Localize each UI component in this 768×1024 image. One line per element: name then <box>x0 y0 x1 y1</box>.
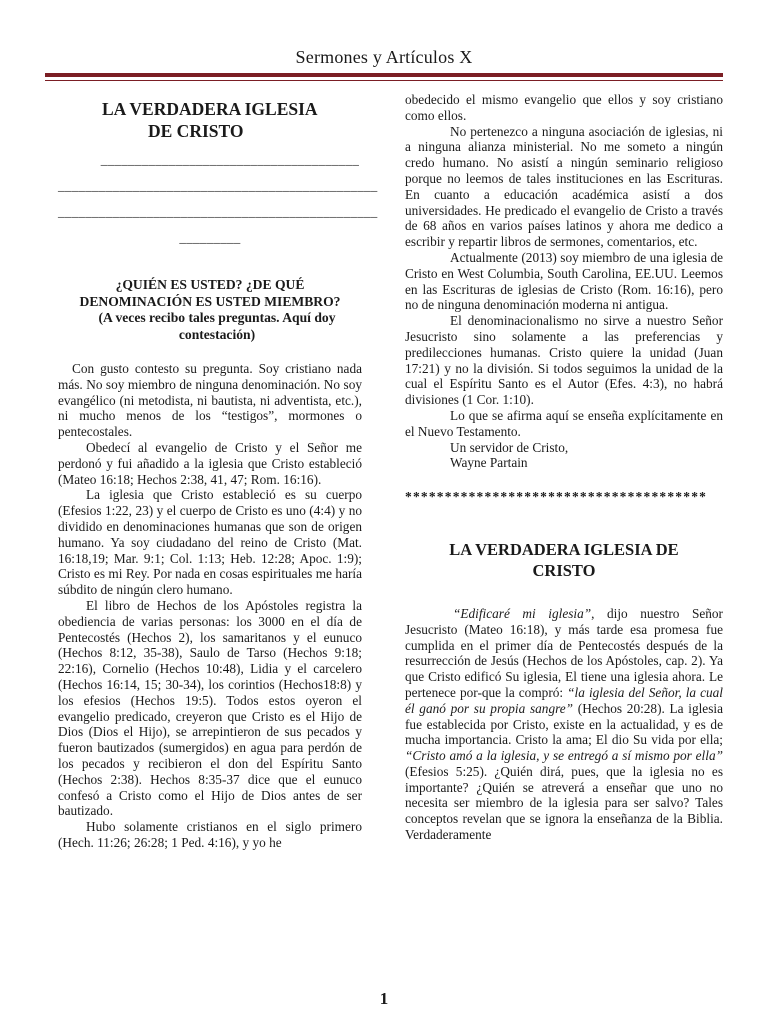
paragraph <box>405 606 723 843</box>
header-rule-thin <box>45 80 723 81</box>
signature-name: Wayne Partain <box>450 455 528 471</box>
running-header-title: Sermones y Artículos X <box>295 47 473 67</box>
scripture-quote: “la iglesia del Señor, la cual él ganó por su propia sangre” <box>405 684 723 716</box>
dash-line: _______________________________________________ <box>58 178 378 193</box>
paragraph: El denominacionalismo no sirve a nuestro Señor Jesucristo sino solamente a las preferencias y predilecciones humanas. Cristo quiere la unidad (Juan 17:21) y no la división. Si todos seguimos la unidad de la cual el Espíritu Santo es el Autor (Efes. 4:3), no habrá divisiones (1 Cor. 1:10). <box>405 313 723 408</box>
question-subheading-line2: contestación) <box>178 326 256 342</box>
paragraph: Obedecí al evangelio de Cristo y el Señor me perdonó y fui añadido a la iglesia que Cristo estableció (Mateo 16:18; Hechos 2:38, 41, 47; Rom. 16:16). <box>58 439 362 487</box>
right-column <box>405 92 723 843</box>
dash-separator <box>58 147 378 251</box>
paragraph: Actualmente (2013) soy miembro de una iglesia de Cristo en West Columbia, South Carolina, EE.UU. Leemos en las Escrituras de iglesias de Cristo (Rom. 16:16), pero no de ninguna denominación moderna ni antigua. <box>405 249 723 313</box>
scripture-quote: “Cristo amó a la iglesia, y se entregó a sí mismo por ella” <box>405 748 723 764</box>
paragraph: Lo que se afirma aquí se enseña explícitamente en el Nuevo Testamento. <box>405 407 723 439</box>
paragraph: La iglesia que Cristo estableció es su cuerpo (Efesios 1:22, 23) y el cuerpo de Cristo es uno (4:4) y no dividido en denominaciones humanas que son de origen humano. Ya soy ciudadano del reino de Cristo (Mat. 16:18,19; Mar. 9:1; Col. 1:13; Heb. 12:28; Apoc. 1:9); Cristo es mi Rey. Por nada en cosas espirituales me haría súbdito de ningún clero humano. <box>58 487 362 598</box>
paragraph: El libro de Hechos de los Apóstoles registra la obediencia de varias personas: los 3000 en el día de Pentecostés (Hechos 2), los samaritanos y el eunuco (Hechos 8:12, 35-38), Saulo de Tarso (Hechos 9:18; 22:16), Cornelio (Hechos 10:48), Lidia y el carcelero (Hechos 16:14, 15; 30-34), los corintios (Hechos18:8) y los efesios (Hechos 19:5). Todos estos oyeron el evangelio predicado, creyeron que Cristo es el Hijo de Dios (Dios el Hijo), se arrepintieron de sus pecados y fueron bautizados (sumergidos) en agua para perdón de los pecados y recibieron el don del Espíritu Santo (Hechos 2:38). Hechos 8:35-37 dice que el eunuco confesó a Cristo como el Hijo de Dios antes de ser bautizado. <box>58 597 362 819</box>
dash-line: _________ <box>179 230 241 245</box>
section-title <box>405 539 723 581</box>
paragraph: obedecido el mismo evangelio que ellos y soy cristiano como ellos. <box>405 92 723 123</box>
question-subheading <box>58 310 362 343</box>
paragraph: Hubo solamente cristianos en el siglo primero (Hech. 11:26; 26:28; 1 Ped. 4:16), y yo he <box>58 819 362 850</box>
header-rule-thick <box>45 73 723 77</box>
paragraph-text: (Hechos 20:28). La iglesia fue establecida por Cristo, existe en la actualidad, y es de mucha importancia. Cristo la ama; El dio Su vida por ella; <box>405 700 723 748</box>
dash-line: ______________________________________ <box>100 152 360 167</box>
scripture-quote: “Edificaré mi iglesia” <box>453 605 592 621</box>
question-heading-line2: DENOMINACIÓN ES USTED MIEMBRO? <box>79 293 341 309</box>
signature-line: Un servidor de Cristo, <box>450 439 569 455</box>
left-column <box>58 92 378 851</box>
article-title-line1: LA VERDADERA IGLESIA <box>102 99 318 119</box>
question-subheading-line1: (A veces recibo tales preguntas. Aquí doy <box>98 310 336 325</box>
paragraph-text: (Efesios 5:25). ¿Quién dirá, pues, que la iglesia no es importante? ¿Quién se atreverá a enseñar que uno no necesita ser miembro de la iglesia para ser salvo? Tales conceptos revelan que se ignora la enseñanza de la Biblia. Verdaderamente <box>405 763 723 843</box>
question-heading <box>58 277 362 310</box>
page-number: 1 <box>379 989 389 1008</box>
paragraph: Con gusto contesto su pregunta. Soy cristiano nada más. No soy miembro de ninguna denominación. No soy evangélico (ni metodista, ni bautista, ni adventista, etc.), ni mucho menos de los “testigos”, mormones o pentecostales. <box>58 361 362 440</box>
article-title <box>58 98 362 142</box>
section-title-line2: CRISTO <box>532 560 596 580</box>
asterisk-separator: ************************************** <box>405 489 708 505</box>
question-heading-line1: ¿QUIÉN ES USTED? ¿DE QUÉ <box>115 277 305 292</box>
paragraph: No pertenezco a ninguna asociación de iglesias, ni a ninguna alianza ministerial. No me someto a ningún credo humano. No asistí a ningún seminario religioso porque no leemos de tales instituciones en las Escrituras. En cuanto a educación académica asistí a dos universidades. He predicado el evangelio de Cristo a través de 68 años en varios países latinos y ahora me dedico a escribir y repartir libros de sermones, comentarios, etc. <box>405 123 723 250</box>
paragraph-text: , dijo nuestro Señor Jesucristo (Mateo 16:18), y más tarde esa promesa fue cumplida en el primer día de Pentecostés después de la resurrección de Jesús (Hechos de los Apóstoles, cap. 2). Ya que Cristo edificó Su iglesia, El tiene una iglesia ahora. Le pertenece por-que la compró: <box>405 605 723 700</box>
article-title-line2: DE CRISTO <box>148 121 244 141</box>
dash-line: _______________________________________________ <box>58 204 378 219</box>
section-title-line1: LA VERDADERA IGLESIA DE <box>449 539 679 559</box>
